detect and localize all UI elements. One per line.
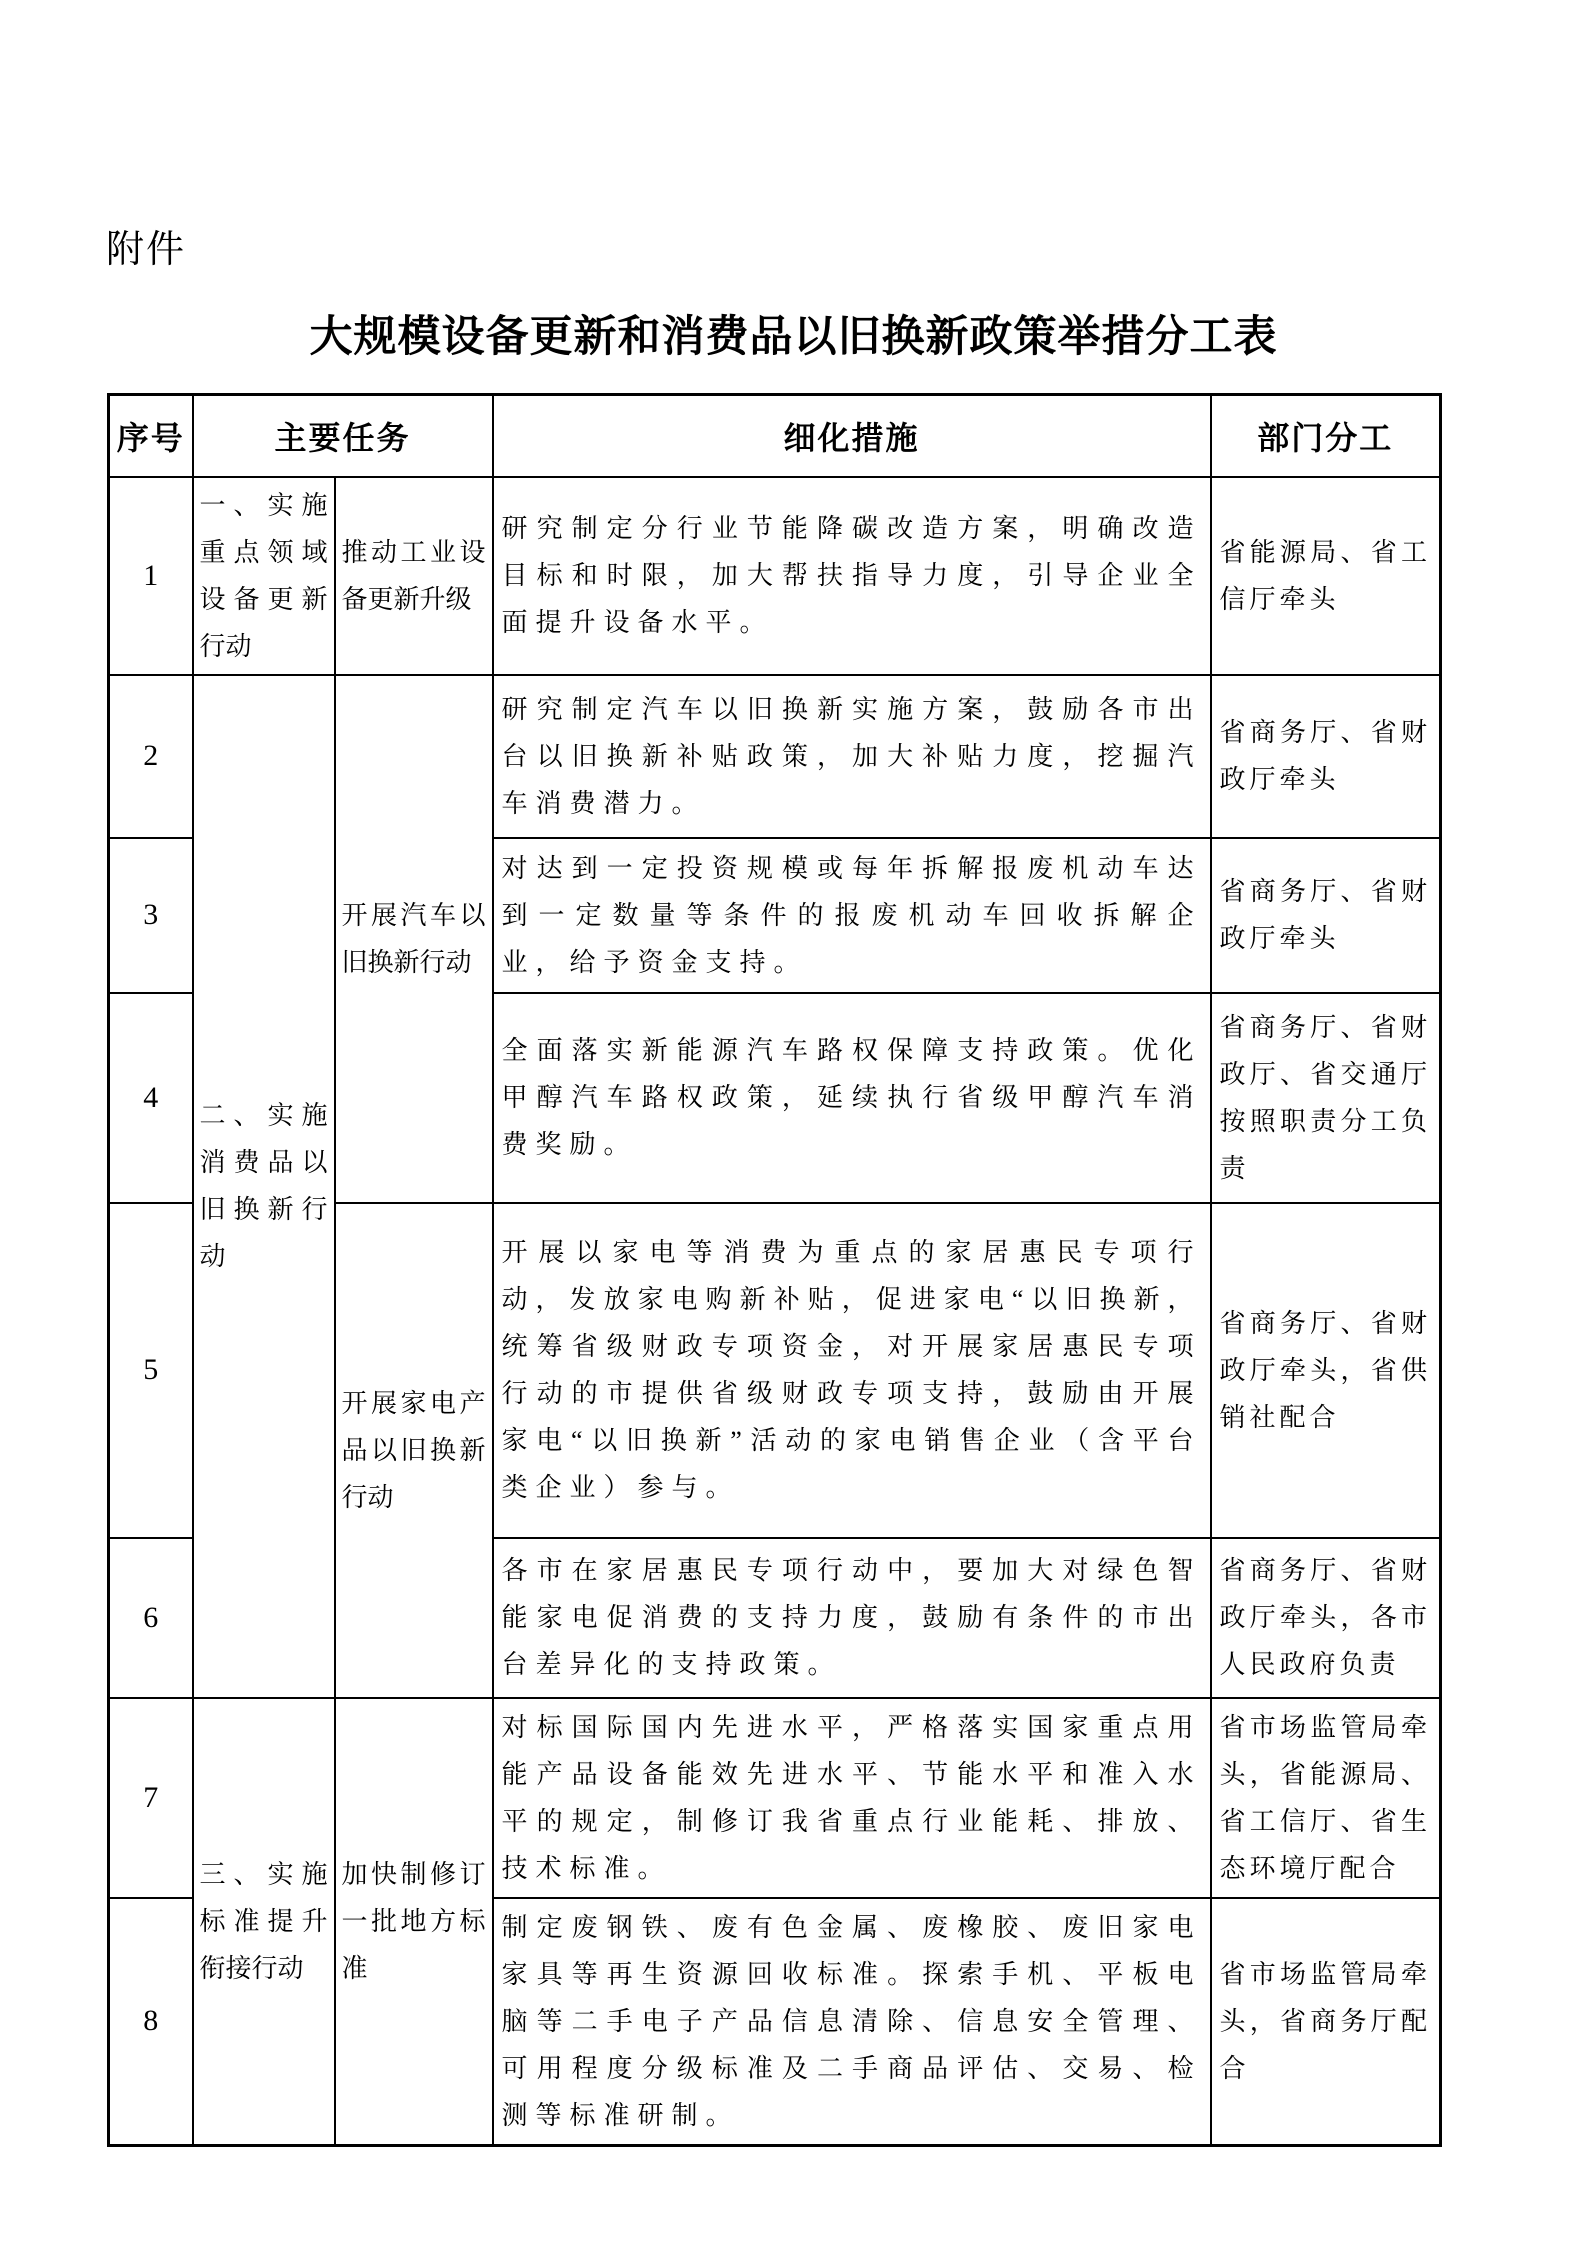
measure-cell: 研究制定汽车以旧换新实施方案，鼓励各市出台以旧换新补贴政策，加大补贴力度，挖掘汽车消费潜力。	[493, 675, 1211, 838]
task-item-cell: 开展汽车以旧换新行动	[335, 675, 493, 1203]
measure-cell: 对标国际国内先进水平，严格落实国家重点用能产品设备能效先进水平、节能水平和准入水平的规定，制修订我省重点行业能耗、排放、技术标准。	[493, 1698, 1211, 1898]
table-row	[109, 675, 1441, 838]
measure-cell: 全面落实新能源汽车路权保障支持政策。优化甲醇汽车路权政策，延续执行省级甲醇汽车消费奖励。	[493, 993, 1211, 1203]
row-index-cell: 2	[109, 675, 193, 838]
row-index-cell: 1	[109, 477, 193, 675]
department-cell: 省市场监管局牵头，省能源局、省工信厅、省生态环境厅配合	[1211, 1698, 1441, 1898]
department-cell: 省商务厅、省财政厅牵头	[1211, 675, 1441, 838]
department-cell: 省商务厅、省财政厅牵头，各市人民政府负责	[1211, 1538, 1441, 1698]
measure-cell: 各市在家居惠民专项行动中，要加大对绿色智能家电促消费的支持力度，鼓励有条件的市出台差异化的支持政策。	[493, 1538, 1211, 1698]
department-cell: 省市场监管局牵头，省商务厅配合	[1211, 1898, 1441, 2146]
task-group-cell: 三、实施标准提升衔接行动	[193, 1698, 335, 2146]
row-index-cell: 6	[109, 1538, 193, 1698]
task-group-cell: 二、实施消费品以旧换新行动	[193, 675, 335, 1698]
task-item-cell: 开展家电产品以旧换新行动	[335, 1203, 493, 1698]
header-row	[109, 395, 1441, 477]
department-cell: 省商务厅、省财政厅、省交通厅按照职责分工负责	[1211, 993, 1441, 1203]
task-group-cell: 一、实施重点领域设备更新行动	[193, 477, 335, 675]
row-index-cell: 4	[109, 993, 193, 1203]
policy-task-table	[107, 393, 1442, 2147]
row-index-cell: 8	[109, 1898, 193, 2146]
task-item-cell: 加快制修订一批地方标准	[335, 1698, 493, 2146]
measure-cell: 开展以家电等消费为重点的家居惠民专项行动，发放家电购新补贴，促进家电“以旧换新，统筹省级财政专项资金，对开展家居惠民专项行动的市提供省级财政专项支持，鼓励由开展家电“以旧换新”活动的家电销售企业（含平台类企业）参与。	[493, 1203, 1211, 1538]
measure-cell: 研究制定分行业节能降碳改造方案，明确改造目标和时限，加大帮扶指导力度，引导企业全面提升设备水平。	[493, 477, 1211, 675]
header-measure: 细化措施	[493, 395, 1211, 477]
document-title: 大规模设备更新和消费品以旧换新政策举措分工表	[309, 313, 1278, 361]
task-item-cell: 推动工业设备更新升级	[335, 477, 493, 675]
department-cell: 省能源局、省工信厅牵头	[1211, 477, 1441, 675]
table-body	[109, 477, 1441, 2146]
header-department: 部门分工	[1211, 395, 1441, 477]
row-index-cell: 7	[109, 1698, 193, 1898]
row-index-cell: 3	[109, 838, 193, 993]
attachment-label: 附件	[106, 229, 187, 271]
header-task: 主要任务	[193, 395, 493, 477]
measure-cell: 对达到一定投资规模或每年拆解报废机动车达到一定数量等条件的报废机动车回收拆解企业，给予资金支持。	[493, 838, 1211, 993]
table-header	[109, 395, 1441, 477]
header-index: 序号	[109, 395, 193, 477]
table-row	[109, 477, 1441, 675]
department-cell: 省商务厅、省财政厅牵头	[1211, 838, 1441, 993]
table-row	[109, 1698, 1441, 1898]
department-cell: 省商务厅、省财政厅牵头，省供销社配合	[1211, 1203, 1441, 1538]
measure-cell: 制定废钢铁、废有色金属、废橡胶、废旧家电家具等再生资源回收标准。探索手机、平板电脑等二手电子产品信息清除、信息安全管理、可用程度分级标准及二手商品评估、交易、检测等标准研制。	[493, 1898, 1211, 2146]
row-index-cell: 5	[109, 1203, 193, 1538]
